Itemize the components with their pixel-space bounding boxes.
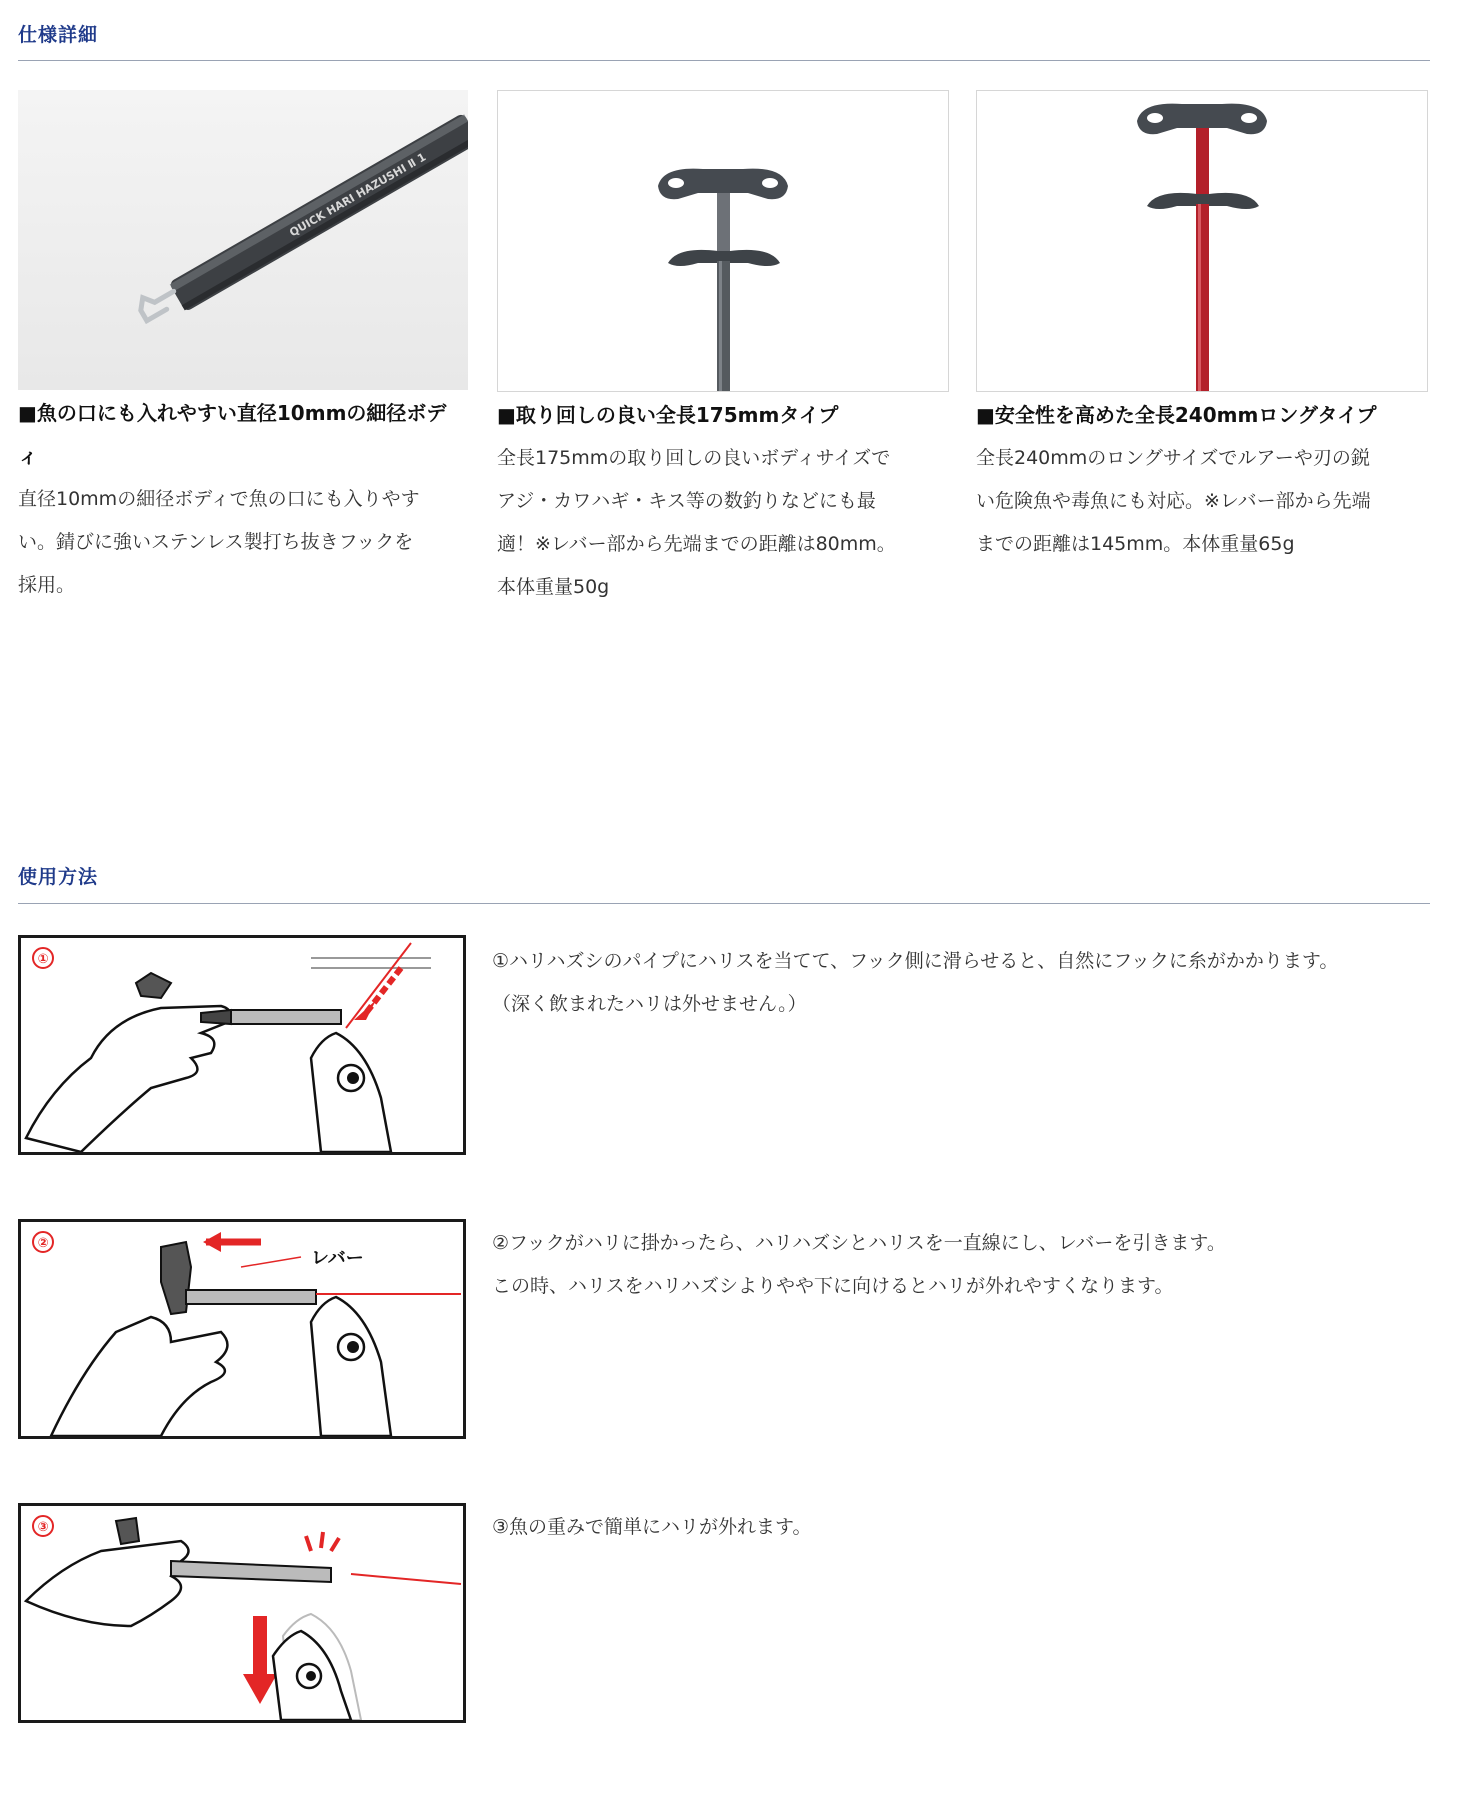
- spec-card-175mm: [497, 90, 949, 609]
- lever-label: レバー: [311, 1248, 364, 1269]
- spec-card-240mm: [976, 90, 1428, 566]
- step-1-text: [492, 940, 1432, 1026]
- spec-description-line: 採用。: [18, 574, 76, 596]
- step-text-line: （深く飲まれたハリは外せません。）: [492, 993, 807, 1015]
- step-3-illustration: [18, 1503, 466, 1723]
- product-photo-240mm: [976, 90, 1428, 392]
- spec-description-line: い危険魚や毒魚にも対応。※レバー部から先端: [976, 490, 1371, 512]
- spec-section-title: 仕様詳細: [18, 24, 99, 46]
- step-text-line: ①ハリハズシのパイプにハリスを当てて、フック側に滑らせると、自然にフックに糸がかかります。: [492, 950, 1339, 972]
- product-photo-slim-tube: [18, 90, 468, 390]
- spec-title: [18, 392, 470, 478]
- spec-description-line: 全長240mmのロングサイズでルアーや刃の鋭: [976, 447, 1370, 469]
- step-text-line: ③魚の重みで簡単にハリが外れます。: [492, 1516, 812, 1538]
- step-badge: ③: [37, 1520, 49, 1535]
- step-2-text: [492, 1222, 1432, 1308]
- spec-description-line: 全長175mmの取り回しの良いボディサイズで: [497, 447, 891, 469]
- spec-title: ■安全性を高めた全長240mmロングタイプ: [976, 403, 1377, 427]
- spec-description-line: までの距離は145mm。本体重量65g: [976, 533, 1295, 555]
- spec-card-slim-body: [18, 90, 470, 607]
- spec-title: ■取り回しの良い全長175mmタイプ: [497, 403, 839, 427]
- step-text-line: ②フックがハリに掛かったら、ハリハズシとハリスを一直線にし、レバーを引きます。: [492, 1232, 1226, 1254]
- step-3-text: [492, 1506, 1432, 1549]
- spec-title-line: ィ: [18, 444, 38, 468]
- step-badge: ②: [37, 1236, 49, 1251]
- spec-description: [497, 437, 949, 609]
- step-badge: ①: [37, 952, 49, 967]
- step-2-illustration: [18, 1219, 466, 1439]
- spec-description: [976, 437, 1428, 566]
- spec-section-divider: [18, 60, 1430, 61]
- spec-description-line: 直径10mmの細径ボディで魚の口にも入りやす: [18, 488, 420, 510]
- spec-description-line: アジ・カワハギ・キス等の数釣りなどにも最: [497, 490, 876, 512]
- spec-description: [18, 478, 470, 607]
- spec-title-line: ■魚の口にも入れやすい直径10mmの細径ボデ: [18, 401, 447, 425]
- usage-section-title: 使用方法: [18, 866, 99, 888]
- spec-description-line: 本体重量50g: [497, 576, 610, 598]
- tube-print-text: QUICK HARI HAZUSHI Ⅱ 1: [287, 150, 429, 240]
- spec-description-line: 適！※レバー部から先端までの距離は80mm。: [497, 533, 896, 555]
- spec-description-line: い。錆びに強いステンレス製打ち抜きフックを: [18, 531, 414, 553]
- usage-section-divider: [18, 903, 1430, 904]
- step-text-line: この時、ハリスをハリハズシよりやや下に向けるとハリが外れやすくなります。: [492, 1275, 1174, 1297]
- product-photo-175mm: [497, 90, 949, 392]
- step-1-illustration: [18, 935, 466, 1155]
